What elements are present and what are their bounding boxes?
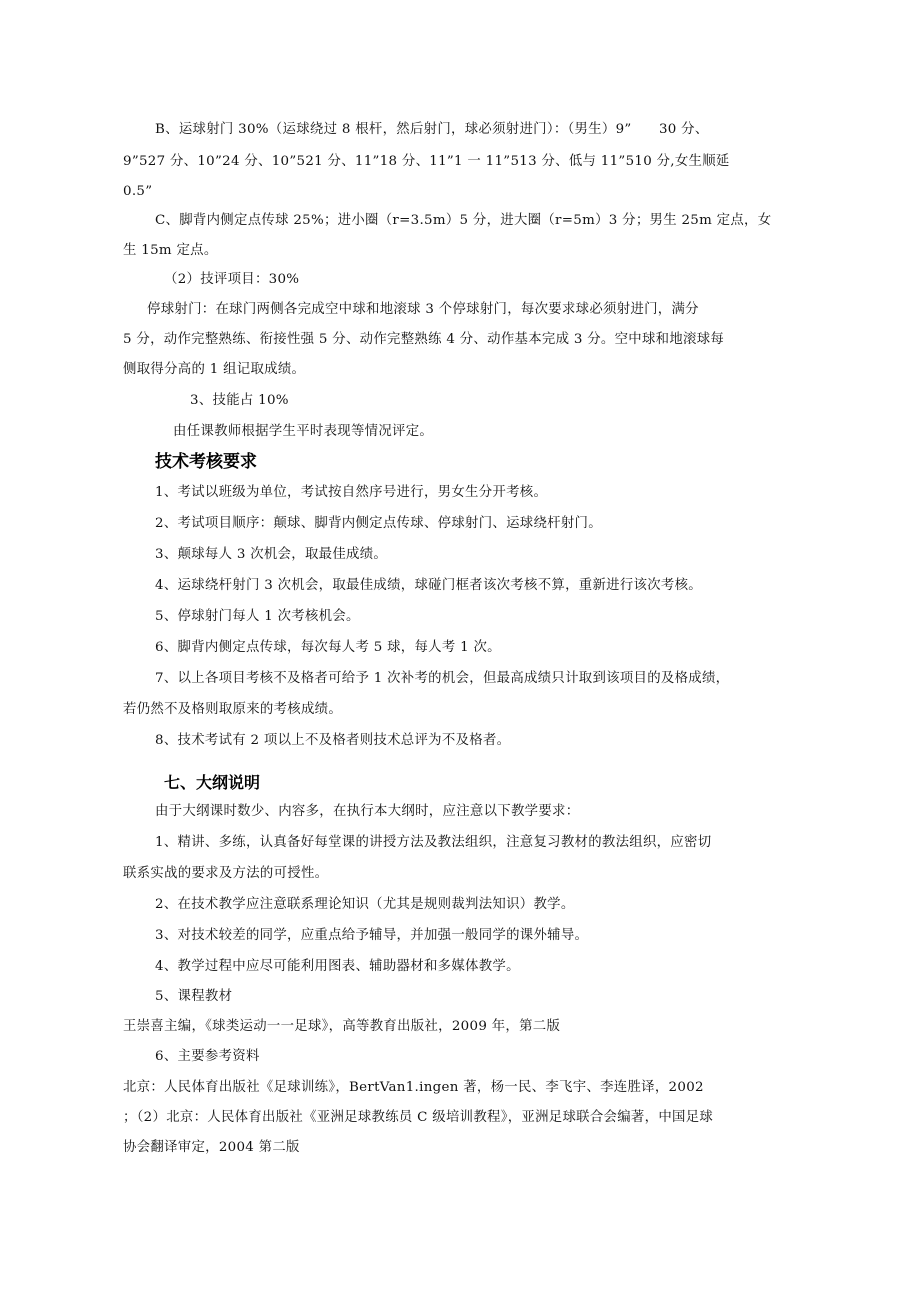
outline-item-1-line-1: 1、精讲、多练，认真备好每堂课的讲授方法及教法组织，注意复习教材的教法组织，应密切 xyxy=(155,835,712,850)
requirement-item-3: 3、颠球每人 3 次机会，取最佳成绩。 xyxy=(155,547,388,562)
reference-line-1: 北京：人民体育出版社《足球训练》，BertVan1.ingen 著，杨一民、李飞宇、李连胜译，2002 xyxy=(123,1080,704,1095)
outline-item-6: 6、主要参考资料 xyxy=(155,1049,260,1064)
tech-eval-title: （2）技评项目：30% xyxy=(164,272,300,287)
scoring-b-line-1: B、运球射门 30%（运球绕过 8 根杆，然后射门，球必须射进门）：（男生）9” 30 分、 xyxy=(155,122,709,137)
scoring-b-line-3: 0.5” xyxy=(123,184,153,199)
requirements-heading: 技术考核要求 xyxy=(155,452,257,472)
requirement-item-7-line-1: 7、以上各项目考核不及格者可给予 1 次补考的机会，但最高成绩只计取到该项目的及格成绩， xyxy=(155,671,730,686)
outline-heading: 七、大纲说明 xyxy=(164,773,261,792)
requirement-item-8: 8、技术考试有 2 项以上不及格者则技术总评为不及格者。 xyxy=(155,733,511,748)
outline-intro: 由于大纲课时数少、内容多，在执行本大纲时，应注意以下教学要求： xyxy=(155,804,580,819)
reference-line-2: ；（2）北京：人民体育出版社《亚洲足球教练员 C 级培训教程》，亚洲足球联合会编著，中国足球 xyxy=(123,1110,714,1125)
scoring-b-line-2: 9”527 分、10”24 分、10”521 分、11”18 分、11”1 一 11”513 分、低与 11”510 分,女生顺延 xyxy=(123,154,730,169)
requirement-item-4: 4、运球绕杆射门 3 次机会，取最佳成绩，球碰门框者该次考核不算，重新进行该次考核。 xyxy=(155,578,702,593)
skill-line: 由任课教师根据学生平时表现等情况评定。 xyxy=(173,424,434,439)
requirement-item-5: 5、停球射门每人 1 次考核机会。 xyxy=(155,609,360,624)
scoring-c-line-1: C、脚背内侧定点传球 25%；进小圈（r=3.5m）5 分，进大圈（r=5m）3 分；男生 25m 定点，女 xyxy=(155,213,772,228)
outline-item-4: 4、教学过程中应尽可能利用图表、辅助器材和多媒体教学。 xyxy=(155,959,520,974)
tech-eval-line-2: 5 分，动作完整熟练、衔接性强 5 分、动作完整熟练 4 分、动作基本完成 3 分。空中球和地滚球每 xyxy=(123,332,725,347)
requirement-item-7-line-2: 若仍然不及格则取原来的考核成绩。 xyxy=(123,702,343,717)
tech-eval-line-3: 侧取得分高的 1 组记取成绩。 xyxy=(123,362,306,377)
outline-item-3: 3、对技术较差的同学，应重点给予辅导，并加强一般同学的课外辅导。 xyxy=(155,928,589,943)
requirement-item-6: 6、脚背内侧定点传球，每次每人考 5 球，每人考 1 次。 xyxy=(155,640,501,655)
tech-eval-line-1: 停球射门：在球门两侧各完成空中球和地滚球 3 个停球射门，每次要求球必须射进门，满分 xyxy=(147,302,699,317)
reference-line-3: 协会翻译审定，2004 第二版 xyxy=(123,1140,300,1155)
textbook-citation: 王崇喜主编，《球类运动一一足球》，高等教育出版社，2009 年，第二版 xyxy=(123,1019,561,1034)
outline-item-5: 5、课程教材 xyxy=(155,989,233,1004)
outline-item-1-line-2: 联系实战的要求及方法的可授性。 xyxy=(123,866,329,881)
scoring-c-line-2: 生 15m 定点。 xyxy=(123,243,218,258)
outline-item-2: 2、在技术教学应注意联系理论知识（尤其是规则裁判法知识）教学。 xyxy=(155,897,575,912)
requirement-item-2: 2、考试项目顺序：颠球、脚背内侧定点传球、停球射门、运球绕杆射门。 xyxy=(155,516,602,531)
skill-title: 3、技能占 10% xyxy=(190,393,289,408)
requirement-item-1: 1、考试以班级为单位，考试按自然序号进行，男女生分开考核。 xyxy=(155,485,548,500)
